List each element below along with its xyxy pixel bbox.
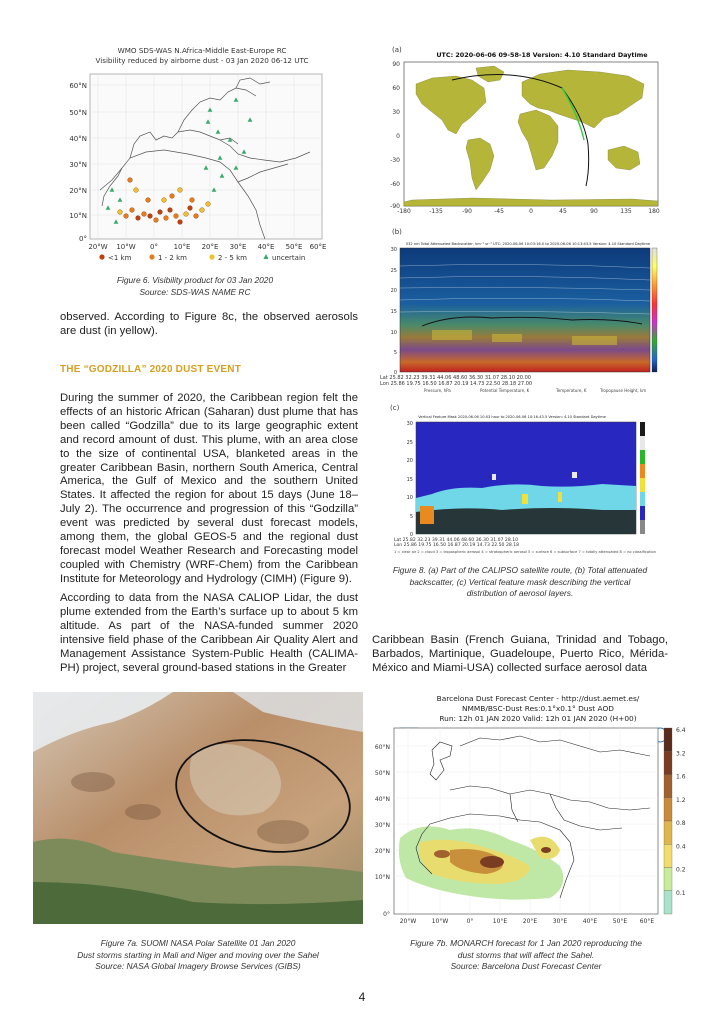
fig6-lon-label: 20°E <box>201 243 219 251</box>
fig8b-footer-lon: Lon 25.86 19.75 16.50 16.87 20.19 14.73 22.50 28.18 27.00 <box>380 381 533 387</box>
legend-label: <1 km <box>108 254 132 262</box>
fig6-lat-label: 0° <box>79 235 87 243</box>
fig7b-lon-label: 20°W <box>399 918 417 925</box>
legend-marker <box>263 254 268 259</box>
station-marker <box>190 198 195 203</box>
figure-8a-calipso-route <box>372 44 662 214</box>
station-marker <box>162 198 167 203</box>
fig7b-title-3: Run: 12h 01 JAN 2020 Valid: 12h 01 JAN 2020 (H+00) <box>439 714 637 723</box>
fig6-lat-label: 40°N <box>69 135 87 143</box>
station-marker <box>154 218 159 223</box>
fig7b-lat-label: 60°N <box>374 744 390 751</box>
fig6-lat-label: 50°N <box>69 109 87 117</box>
figure-7a-satellite-image <box>33 692 363 924</box>
fig8b-y-label: 10 <box>390 330 397 336</box>
legend-marker <box>209 254 214 259</box>
fig8c-y-label: 5 <box>409 514 413 520</box>
paragraph-text: During the summer of 2020, the Caribbean region felt the effects of an historic African (Saharan) dust plume that has been called “Godzilla” due to its large geographic extent and record amount of dust. This plume, with an area close to the size of continental USA, blanketed areas in the greater Caribbean Basin, northern South America, Central America, the Gulf of Mexico and the southern United States. It affected the region for about 15 days (June 18–July 2). The occurrence and progression of this “Godzilla” event was predicted by several dust forecast models, among them, the global GEOS-5 and the regional dust forecast model Weather Research and Forecasting model coupled with Chemistry (WRF-Chem) from the Caribbean Institute for Meteorology and Hydrology (CIMH) (Figure 9). <box>60 392 358 585</box>
fig6-lon-label: 0° <box>150 243 158 251</box>
fig7b-title-1: Barcelona Dust Forecast Center - http://dust.aemet.es/ <box>436 694 640 703</box>
caption-line: distribution of aerosol layers. <box>466 588 574 598</box>
colorbar-label: 0.2 <box>676 866 686 874</box>
station-marker <box>200 208 205 213</box>
colorbar-segment <box>664 728 672 751</box>
fig7b-lat-label: 0° <box>383 911 390 918</box>
fig6-lat-label: 10°N <box>69 212 87 220</box>
fig8b-label: (b) <box>392 228 402 236</box>
fig8b-title: 532 nm Total Attenuated Backscatter, km⁻¹ sr⁻¹ UTC: 2020-06-06 10:03:16.0 to 2020-06-06 10:13:43.5 Version: 4.10 Standard Daytime <box>405 242 651 246</box>
figure-7b-caption <box>372 938 680 973</box>
caption-line: Source: NASA Global Imagery Browse Services (GIBS) <box>95 961 301 971</box>
station-marker <box>178 220 183 225</box>
colorbar-segment <box>664 798 672 821</box>
station-marker <box>168 208 173 213</box>
fig6-lon-label: 50°E <box>285 243 303 251</box>
fig7b-lat-label: 50°N <box>374 770 390 777</box>
legend-label: 2 - 5 km <box>218 254 247 262</box>
fig8a-lat-label: 60 <box>392 85 400 92</box>
paragraph-text: According to data from the NASA CALIOP Lidar, the dust plume extended from the Earth’s surface up to about 5 km altitude. As part of the NASA-funded summer 2020 intensive field phase of the Caribbean Air Quality Alert and Management Assistance System-Public Health (CALIMA-PH) project, several ground-based stations in the Greater <box>60 592 358 674</box>
intro-text: observed. According to Figure 8c, the observed aerosols are dust (in yellow). <box>60 311 358 337</box>
fig7b-lon-label: 10°W <box>431 918 449 925</box>
fig8b-y-label: 25 <box>390 268 397 274</box>
caption-line: Source: Barcelona Dust Forecast Center <box>450 961 602 971</box>
fig8a-title: UTC: 2020-06-06 09-58-18 Version: 4.10 Standard Daytime <box>436 51 648 59</box>
body-paragraph-3 <box>372 634 668 676</box>
figure-8b-backscatter <box>372 226 668 394</box>
colorbar-segment <box>664 751 672 774</box>
legend-label: 1 - 2 km <box>158 254 187 262</box>
fig8b-legend-item: Potential Temperature, K <box>480 388 530 393</box>
station-marker <box>130 208 135 213</box>
legend-marker <box>99 254 104 259</box>
caption-line: Figure 7a. SUOMI NASA Polar Satellite 01 Jan 2020 <box>100 938 296 948</box>
station-marker <box>136 216 141 221</box>
fig6-lat-label: 60°N <box>69 82 87 90</box>
station-marker <box>164 216 169 221</box>
fig8b-y-label: 15 <box>390 309 397 315</box>
fig8a-lon-label: 90 <box>590 208 598 214</box>
section-heading: THE “GODZILLA” 2020 DUST EVENT <box>60 364 242 375</box>
fig7b-lon-label: 20°E <box>522 918 538 925</box>
colorbar-label: 1.6 <box>676 773 686 781</box>
caption-line: dust storms that will affect the Sahel. <box>457 949 595 960</box>
fig8a-lon-label: 180 <box>648 208 660 214</box>
station-marker <box>134 188 139 193</box>
fig8c-footer-lat: Lat 25.82 32.23 39.31 44.06 48.60 36.30 31.07 28.10 <box>394 538 519 543</box>
legend-marker <box>149 254 154 259</box>
caption-line: Source: SDS-WAS NAME RC <box>139 286 251 297</box>
fig8c-y-label: 30 <box>406 421 413 427</box>
colorbar-segment <box>664 868 672 891</box>
fig8b-y-label: 20 <box>390 288 397 294</box>
fig8a-lat-label: -60 <box>390 181 400 188</box>
fig6-lon-label: 60°E <box>309 243 327 251</box>
fig6-lat-label: 30°N <box>69 161 87 169</box>
fig8a-lat-label: -30 <box>390 157 400 164</box>
fig6-lon-label: 40°E <box>257 243 275 251</box>
fig7b-lat-label: 20°N <box>374 848 390 855</box>
fig8a-lon-label: -90 <box>462 208 472 214</box>
station-marker <box>170 194 175 199</box>
station-marker <box>146 198 151 203</box>
fig6-title: WMO SDS-WAS N.Africa-Middle East-Europe RC <box>117 46 287 55</box>
fig6-lat-label: 20°N <box>69 187 87 195</box>
station-marker <box>178 188 183 193</box>
colorbar-label: 0.4 <box>676 843 686 851</box>
station-marker <box>124 214 129 219</box>
fig6-lon-label: 10°W <box>116 243 136 251</box>
fig7b-lon-label: 0° <box>466 918 474 925</box>
colorbar-label: 6.4 <box>676 727 686 734</box>
caption-line: backscatter, (c) Vertical feature mask describing the vertical <box>409 576 631 587</box>
fig8a-lon-label: -135 <box>429 208 443 214</box>
fig8b-legend-item: Pressure, hPa <box>424 388 451 393</box>
fig7b-lon-label: 50°E <box>612 918 628 925</box>
fig8c-y-label: 10 <box>406 495 413 501</box>
fig6-lon-label: 30°E <box>229 243 247 251</box>
fig8b-footer-lat: Lat 25.82 32.23 39.31 44.06 48.60 36.30 31.07 28.10 20.00 <box>380 375 531 381</box>
fig8a-lat-label: 30 <box>392 109 400 116</box>
colorbar-label: 3.2 <box>676 750 686 758</box>
paragraph-text: Caribbean Basin (French Guiana, Trinidad and Tobago, Barbados, Martinique, Guadeloupe, Puerto Rico, Mérida-México and Miami-USA) collected surface aerosol data <box>372 634 668 674</box>
fig8c-footer-lon: Lon 25.86 19.75 16.50 16.87 20.19 14.73 22.50 28.18 <box>394 543 520 548</box>
fig8b-legend-item: Tropopause Height, km <box>600 388 647 393</box>
fig8c-label: (c) <box>390 404 400 412</box>
fig8a-lon-label: -45 <box>494 208 504 214</box>
colorbar-label: 0.8 <box>676 820 686 827</box>
fig8c-y-label: 20 <box>406 458 413 464</box>
fig6-subtitle: Visibility reduced by airborne dust - 03 Jan 2020 06-12 UTC <box>95 56 309 65</box>
figure-7b-dust-forecast-map <box>360 690 694 926</box>
colorbar-segment <box>664 891 672 914</box>
station-marker <box>206 202 211 207</box>
fig7b-lat-label: 40°N <box>374 796 390 803</box>
caption-line: Figure 7b. MONARCH forecast for 1 Jan 2020 reproducing the <box>410 938 642 948</box>
fig8b-y-label: 30 <box>390 247 397 253</box>
figure-6-visibility-map <box>60 40 330 272</box>
fig8a-lon-label: -180 <box>397 208 411 214</box>
body-paragraph-1 <box>60 392 358 587</box>
colorbar-label: 1.2 <box>676 796 686 804</box>
figure-8c-vertical-feature-mask <box>372 402 668 558</box>
fig7b-lon-label: 10°E <box>492 918 508 925</box>
fig7b-lat-label: 30°N <box>374 822 390 829</box>
station-marker <box>142 212 147 217</box>
fig7b-lon-label: 40°E <box>582 918 598 925</box>
fig8a-lat-label: 0 <box>396 133 400 140</box>
fig8a-lat-label: -90 <box>390 203 400 210</box>
fig8a-lon-label: 135 <box>620 208 632 214</box>
fig6-lon-label: 10°E <box>173 243 191 251</box>
colorbar-segment <box>664 844 672 867</box>
caption-line: Figure 8. (a) Part of the CALIPSO satellite route, (b) Total attenuated <box>392 565 648 575</box>
body-paragraph-2 <box>60 592 358 675</box>
fig7b-lon-label: 30°E <box>552 918 568 925</box>
station-marker <box>174 214 179 219</box>
figure-8-caption <box>372 565 668 600</box>
fig8b-legend-item: Temperature, K <box>556 388 587 393</box>
station-marker <box>194 214 199 219</box>
fig8a-label: (a) <box>392 46 402 54</box>
fig8c-y-label: 15 <box>406 477 413 483</box>
fig8b-y-label: 5 <box>393 350 397 356</box>
fig7b-title-2: NMMB/BSC-Dust Res:0.1°x0.1° Dust AOD <box>462 704 614 713</box>
fig6-lon-label: 20°W <box>88 243 108 251</box>
fig8a-lat-label: 90 <box>392 61 400 68</box>
fig7b-lon-label: 60°E <box>639 918 655 925</box>
station-marker <box>184 212 189 217</box>
fig8a-lon-label: 0 <box>529 208 533 214</box>
page-number: 4 <box>358 990 366 1004</box>
intro-paragraph <box>60 311 358 339</box>
fig8b-y-label: 0 <box>393 370 397 376</box>
caption-line: Dust storms starting in Mali and Niger and moving over the Sahel <box>77 949 319 960</box>
fig8c-legend: 1 = clear air 2 = cloud 3 = tropospheric aerosol 4 = stratospheric aerosol 5 = surface 6 = subsurface 7 = totally attenuated 8 = no classification <box>394 550 656 554</box>
colorbar-segment <box>664 821 672 844</box>
fig8c-y-label: 25 <box>406 440 413 446</box>
station-marker <box>118 210 123 215</box>
station-marker <box>148 214 153 219</box>
station-marker <box>128 178 133 183</box>
colorbar-segment <box>664 775 672 798</box>
fig7b-lat-label: 10°N <box>374 874 390 881</box>
figure-6-caption <box>60 275 330 298</box>
fig8c-title: Vertical Feature Mask 2020-06-06 10:03 hour to 2020-06-06 10:16-43.5 Version: 4.10 Standard Daytime <box>418 415 606 419</box>
figure-7a-caption <box>33 938 363 973</box>
fig8c-y-label: 0 <box>409 532 413 538</box>
caption-line: Figure 6. Visibility product for 03 Jan 2020 <box>116 275 274 285</box>
station-marker <box>188 206 193 211</box>
fig8a-lon-label: 45 <box>559 208 567 214</box>
legend-label: uncertain <box>272 254 306 262</box>
station-marker <box>158 210 163 215</box>
colorbar-label: 0.1 <box>676 889 686 897</box>
